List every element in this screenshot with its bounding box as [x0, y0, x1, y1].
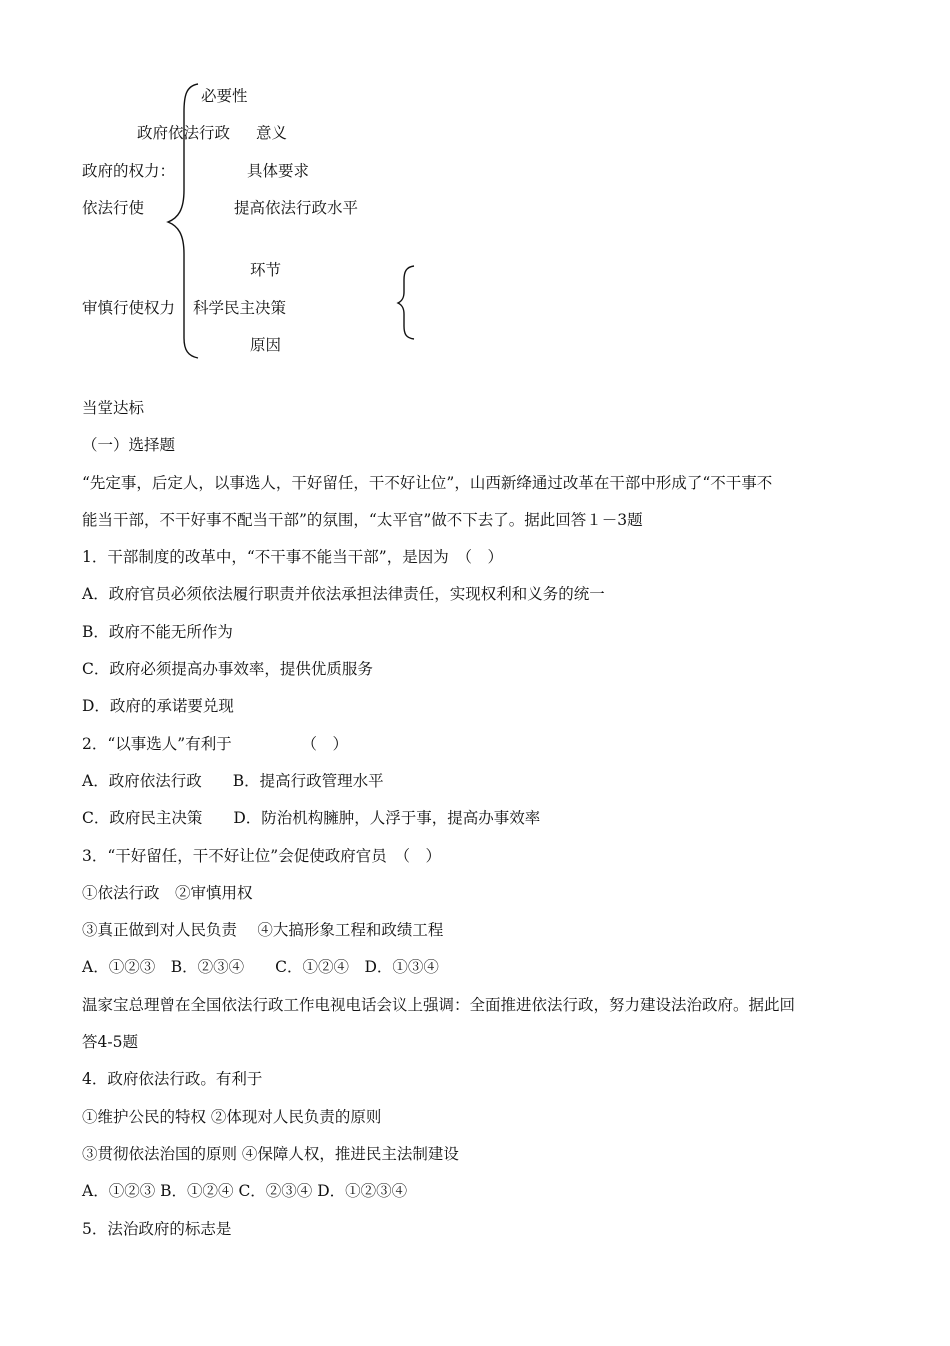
q2-options-cd: C．政府民主决策 D．防治机构臃肿，人浮于事，提高办事效率 — [82, 809, 541, 828]
question-4: 4．政府依法行政。有利于 — [82, 1070, 263, 1089]
diagram-link: 环节 — [250, 261, 282, 279]
q3-statements-12: ①依法行政 ②审慎用权 — [82, 883, 253, 902]
diagram-gov-power: 政府的权力： — [82, 162, 176, 180]
q1-option-c: C．政府必须提高办事效率，提供优质服务 — [82, 660, 373, 679]
q4-options: A．①②③ B．①②④ C．②③④ D．①②③④ — [82, 1182, 408, 1201]
diagram-law-admin: 政府依法行政 — [137, 124, 231, 142]
intro-paragraph-line-2: 能当干部，不干好事不配当干部”的氛围，“太平官”做不下去了。据此回答１－3题 — [82, 510, 643, 529]
q3-statements-34: ③真正做到对人民负责 ④大搞形象工程和政绩工程 — [82, 921, 444, 940]
q4-statements-12: ①维护公民的特权 ②体现对人民负责的原则 — [82, 1107, 382, 1126]
q2-options-ab: A．政府依法行政 B．提高行政管理水平 — [82, 771, 384, 790]
diagram-meaning: 意义 — [256, 124, 288, 142]
small-brace-icon — [398, 266, 414, 339]
intro-paragraph-line-1: “先定事，后定人，以事选人，干好留任，干不好让位”，山西新绛通过改革在干部中形成了“不干事不 — [82, 473, 773, 492]
diagram-sci-demo: 科学民主决策 — [193, 299, 287, 317]
question-5: 5．法治政府的标志是 — [82, 1219, 232, 1238]
question-3: 3．“干好留任，干不好让位”会促使政府官员 （ ） — [82, 846, 441, 865]
diagram-specific: 具体要求 — [247, 162, 310, 180]
q4-statements-34: ③贯彻依法治国的原则 ④保障人权，推进民主法制建设 — [82, 1144, 459, 1163]
section-title: 当堂达标 — [82, 399, 145, 417]
diagram-improve: 提高依法行政水平 — [234, 199, 359, 217]
q1-option-d: D．政府的承诺要兑现 — [82, 697, 234, 716]
q1-option-b: B．政府不能无所作为 — [82, 622, 233, 641]
diagram-exercise: 依法行使 — [82, 199, 145, 217]
diagram-necessity: 必要性 — [201, 87, 248, 105]
diagram-reason: 原因 — [250, 336, 282, 354]
q1-option-a: A．政府官员必须依法履行职责并依法承担法律责任，实现权利和义务的统一 — [82, 585, 605, 604]
diagram-cautious: 审慎行使权力 — [82, 299, 176, 317]
context-paragraph-line-2: 答4-5题 — [82, 1033, 138, 1052]
exercise-content — [82, 397, 882, 1255]
question-1: 1．干部制度的改革中，“不干事不能当干部”，是因为 （ ） — [82, 548, 503, 567]
question-2: 2．“以事选人”有利于 （ ） — [82, 734, 348, 753]
concept-diagram — [0, 0, 950, 380]
context-paragraph-line-1: 温家宝总理曾在全国依法行政工作电视电话会议上强调：全面推进依法行政，努力建设法治政府。据此回 — [82, 995, 796, 1014]
q3-options: A．①②③ B．②③④ C．①②④ D．①③④ — [82, 958, 439, 977]
subsection-title: （一）选择题 — [82, 436, 176, 455]
